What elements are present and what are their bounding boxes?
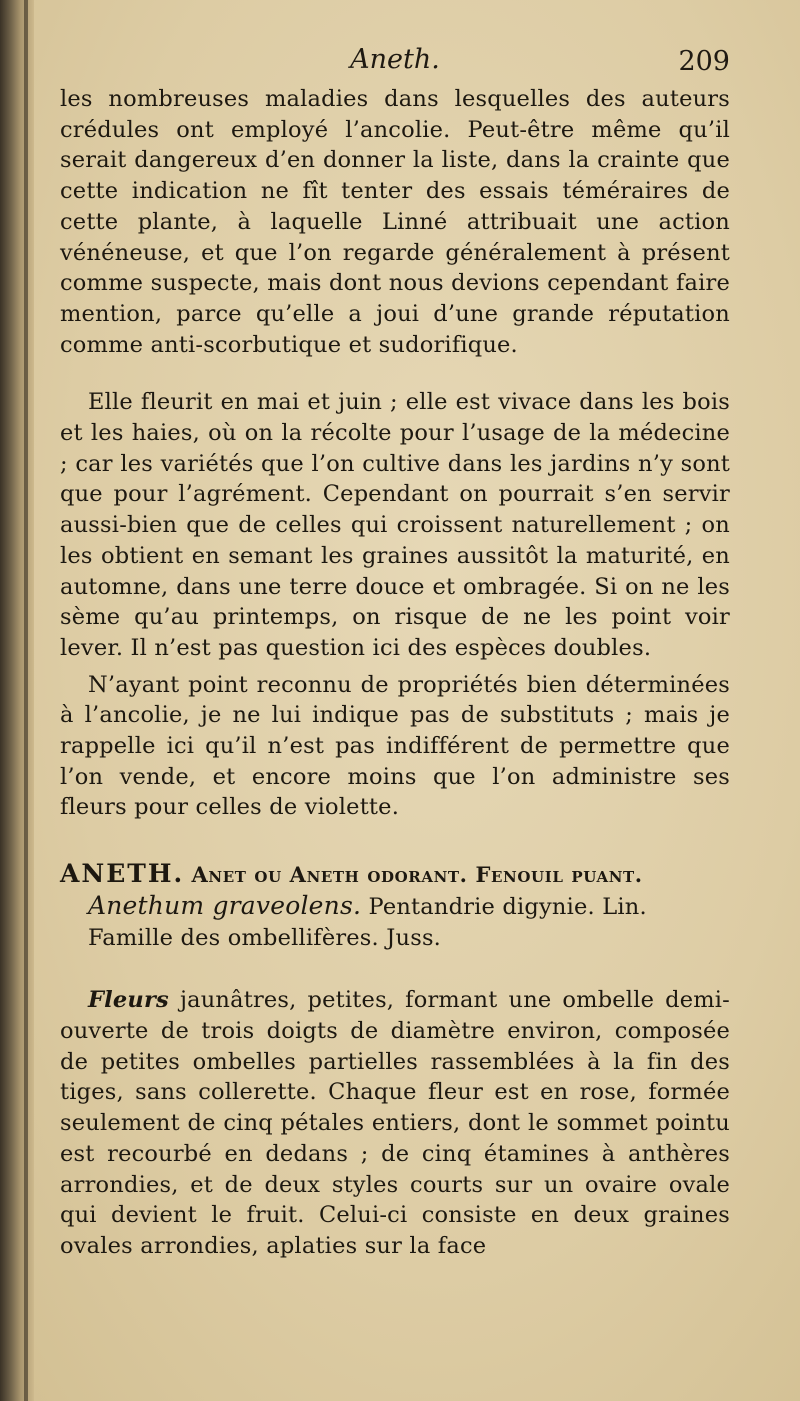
entry-synonyms: Anet ou Aneth odorant. Fenouil puant. (191, 862, 643, 888)
author-abbrev: Lin. (602, 893, 647, 920)
page-header (60, 44, 730, 84)
entry-heading (60, 859, 730, 891)
page-number: 209 (678, 46, 730, 77)
paragraph-flowering: Elle fleurit en mai et juin ; elle est vivace dans les bois et les haies, où on la récolte pour l’usage de la médecine ; car les variétés que l’on cultive dans les jardins n’y sont que pour l’agrément. Cependant on pourrait s’en servir aussi-bien que de celles qui croissent naturellement ; on les obtient en semant les graines aussitôt la maturité, en automne, dans une terre douce et ombragée. Si on ne les sème qu’au printemps, on risque de ne les point voir lever. Il n’est pas question ici des espèces doubles. (60, 389, 730, 661)
entry-name: ANETH. (60, 859, 185, 889)
paragraph-description (60, 985, 730, 1261)
classification: Pentandrie digynie. (368, 893, 595, 920)
entry-latin-line (60, 891, 730, 923)
family-author: Juss. (386, 924, 442, 951)
latin-name: Anethum graveolens. (88, 890, 362, 920)
binding-gutter (0, 0, 34, 1401)
entry-family-line (60, 923, 730, 954)
description-lead: Fleurs (88, 987, 169, 1014)
binding-shadow (24, 0, 28, 1401)
running-title: Aneth. (350, 44, 440, 75)
description-text: jaunâtres, petites, formant une ombelle demi-ouverte de trois doigts de diamètre environ, composée de petites ombelles partielles rassemblées à la fin des tiges, sans collerette. Chaque fleur est en rose, formée seulement de cinq pétales entiers, dont le sommet pointu est recourbé en dedans ; de cinq étamines à anthères arrondies, et de deux styles courts sur un ovaire ovale qui devient le fruit. Celui-ci consiste en deux graines ovales arrondies, aplaties sur la face (60, 987, 730, 1259)
paragraph-ancolie-continued: les nombreuses maladies dans lesquelles des auteurs crédules ont employé l’ancolie. Peut-être même qu’il serait dangereux d’en donner la liste, dans la crainte que cette indication ne fît tenter des essais téméraires de cette plante, à laquelle Linné attribuait une action vénéneuse, et que l’on regarde généralement à présent comme suspecte, mais dont nous devions cependant faire mention, parce qu’elle a joui d’une grande réputation comme anti-scorbutique et sudorifique. (60, 86, 730, 358)
page-body (60, 84, 730, 1262)
family: Famille des ombellifères. (88, 924, 379, 951)
paragraph-substitutes: N’ayant point reconnu de propriétés bien déterminées à l’ancolie, je ne lui indique pas de substituts ; mais je rappelle ici qu’il n’est pas indifférent de permettre que l’on vende, et encore moins que l’on administre ses fleurs pour celles de violette. (60, 671, 730, 821)
